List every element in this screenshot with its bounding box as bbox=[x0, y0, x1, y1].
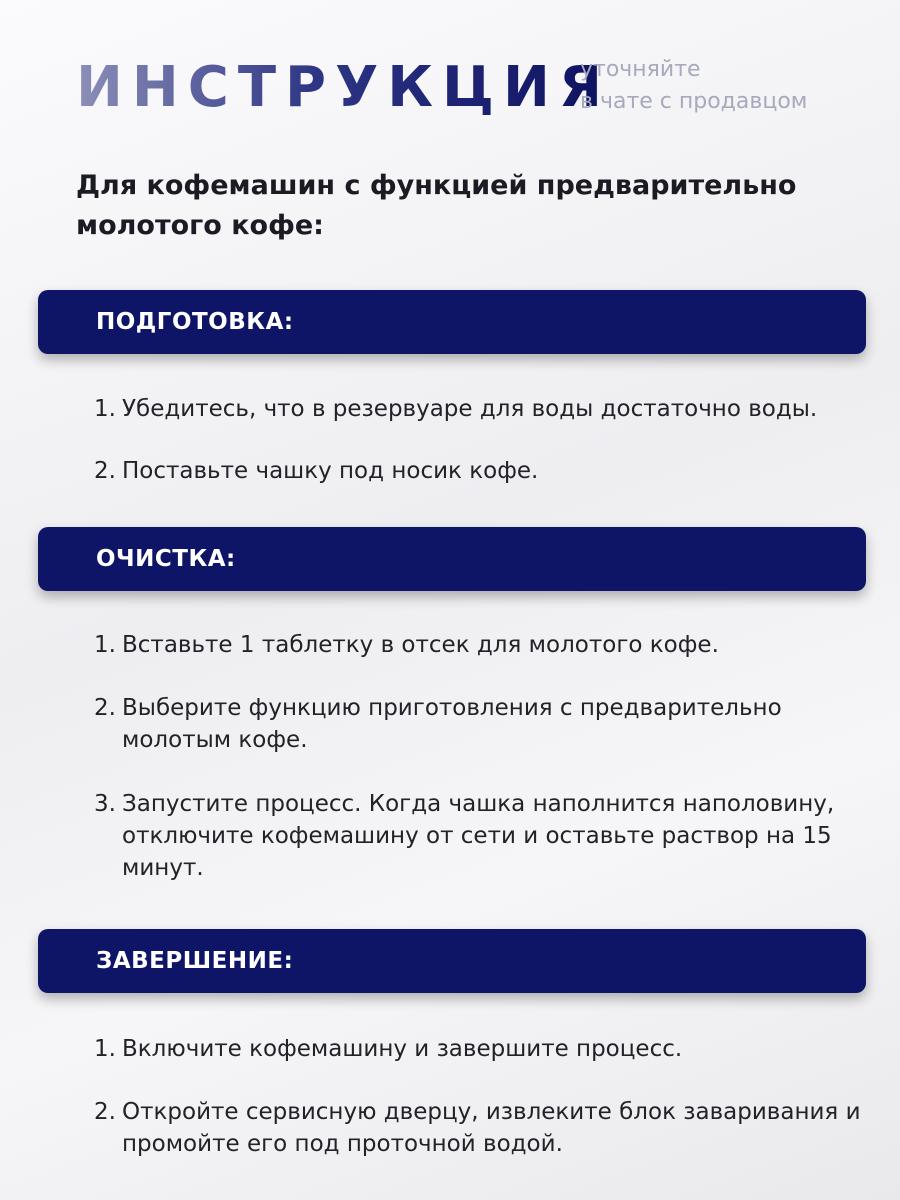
item-number: 3. bbox=[94, 791, 116, 817]
list-item bbox=[94, 629, 874, 661]
item-text: Запустите процесс. Когда чашка наполнится наполовину, отключите кофемашину от сети и оставьте раствор на 15 минут. bbox=[122, 791, 835, 881]
item-number: 2. bbox=[94, 695, 116, 721]
item-number: 1. bbox=[94, 396, 116, 422]
list-item bbox=[94, 393, 874, 425]
item-number: 1. bbox=[94, 632, 116, 658]
item-text: Откройте сервисную дверцу, извлеките блок заваривания и промойте его под проточной водой. bbox=[122, 1099, 861, 1157]
section-bar-completion bbox=[38, 929, 866, 993]
page-title: ИНСТРУКЦИЯ bbox=[76, 52, 611, 124]
item-number: 1. bbox=[94, 1036, 116, 1062]
item-text: Убедитесь, что в резервуаре для воды достаточно воды. bbox=[122, 396, 818, 422]
item-text: Вставьте 1 таблетку в отсек для молотого кофе. bbox=[122, 632, 719, 658]
note-line-1: уточняйте bbox=[580, 57, 701, 82]
section-title-completion: ЗАВЕРШЕНИЕ: bbox=[96, 948, 294, 974]
list-item bbox=[94, 788, 874, 884]
section-title-preparation: ПОДГОТОВКА: bbox=[96, 309, 294, 335]
item-text: Поставьте чашку под носик кофе. bbox=[122, 458, 539, 484]
list-item bbox=[94, 1033, 874, 1065]
item-number: 2. bbox=[94, 458, 116, 484]
item-number: 2. bbox=[94, 1099, 116, 1125]
list-item bbox=[94, 455, 874, 487]
seller-chat-note bbox=[580, 54, 807, 118]
intro-heading: Для кофемашин с функцией предварительно молотого кофе: bbox=[76, 170, 797, 241]
item-text: Включите кофемашину и завершите процесс. bbox=[122, 1036, 683, 1062]
section-bar-cleaning bbox=[38, 527, 866, 591]
item-text: Выберите функцию приготовления с предварительно молотым кофе. bbox=[122, 695, 782, 753]
list-item bbox=[94, 1096, 874, 1160]
list-item bbox=[94, 692, 874, 756]
section-title-cleaning: ОЧИСТКА: bbox=[96, 546, 236, 572]
section-bar-preparation bbox=[38, 290, 866, 354]
note-line-2: в чате с продавцом bbox=[580, 89, 808, 114]
